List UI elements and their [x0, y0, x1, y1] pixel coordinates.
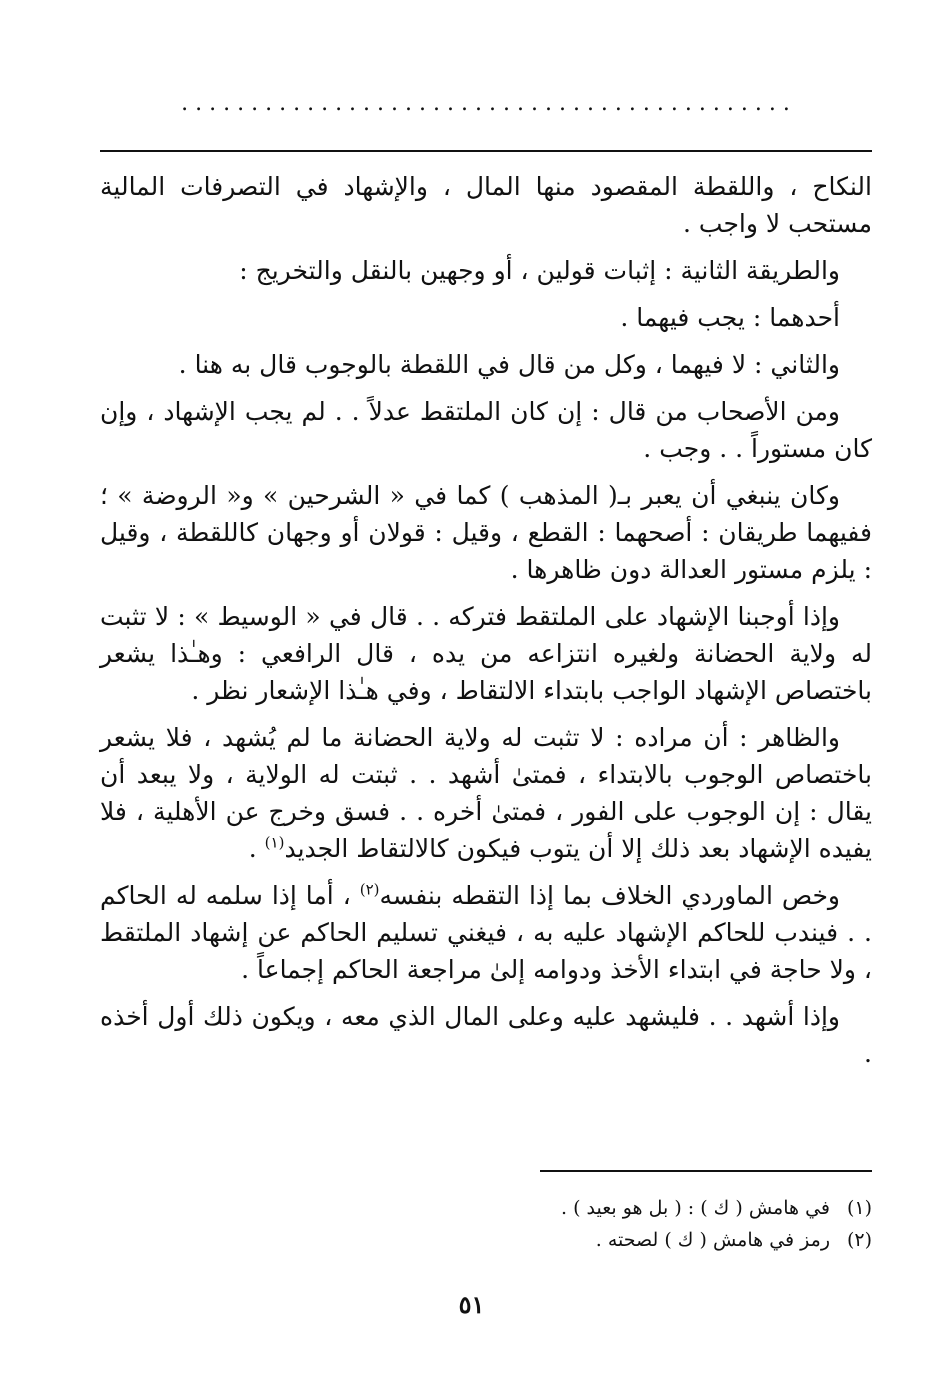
paragraph-8-text: والظاهر : أن مراده : لا تثبت له ولاية الحضانة ما لم يُشهد ، فلا يشعر باختصاص الوجوب بالابتداء ، فمتىٰ أشهد . . ثبتت له الولاية ، ولا يبعد أن يقال : إن الوجوب على الفور ، فمتىٰ أخره . . فسق وخرج عن الأهلية ، فلا يفيده الإشهاد بعد ذلك إلا أن يتوب فيكون كالالتقاط الجديد	[100, 723, 872, 863]
paragraph-2: والطريقة الثانية : إثبات قولين ، أو وجهين بالنقل والتخريج :	[239, 256, 840, 285]
footnote-1-number: (١)	[846, 1197, 872, 1219]
paragraph-3: أحدهما : يجب فيهما .	[620, 303, 840, 332]
header-dotted-line: ............................................	[181, 92, 797, 116]
footnote-ref-1[interactable]: (١)	[264, 833, 285, 852]
paragraph-6: وكان ينبغي أن يعبر بـ( المذهب ) كما في « الشرحين » و« الروضة » ؛ ففيهما طريقان : أصحهما : القطع ، وقيل : قولان أو وجهان كاللقطة ، وقيل : يلزم مستور العدالة دون ظاهرها .	[100, 481, 872, 584]
paragraph-10: وإذا أشهد . . فليشهد عليه وعلى المال الذي معه ، ويكون ذلك أول أخذه .	[100, 1002, 872, 1068]
footnote-2-number: (٢)	[846, 1229, 872, 1251]
footnote-rule	[540, 1170, 872, 1172]
footnote-1-text: في هامش ( ك ) : ( بل هو بعيد ) .	[561, 1197, 830, 1219]
paragraph-8	[100, 719, 872, 867]
footnote-1	[100, 1192, 872, 1224]
paragraph-9-text-b: ، أما إذا سلمه له الحاكم . . فيندب للحاكم الإشهاد عليه به ، فيغني تسليم الحاكم عن إشهاد الملتقط ، ولا حاجة في ابتداء الأخذ ودوامه إلىٰ مراجعة الحاكم إجماعاً .	[100, 881, 872, 984]
paragraph-9	[100, 877, 872, 988]
main-text	[100, 168, 872, 1082]
paragraph-7: وإذا أوجبنا الإشهاد على الملتقط فتركه . . قال في « الوسيط » : لا تثبت له ولاية الحضانة ولغيره انتزاعه من يده ، قال الرافعي : وهـٰذا يشعر باختصاص الإشهاد الواجب بابتداء الالتقاط ، وفي هـٰذا الإشعار نظر .	[100, 602, 872, 705]
paragraph-1: النكاح ، واللقطة المقصود منها المال ، والإشهاد في التصرفات المالية مستحب لا واجب .	[100, 172, 872, 238]
paragraph-9-text-a: وخص الماوردي الخلاف بما إذا التقطه بنفسه	[379, 881, 840, 910]
footnote-ref-2[interactable]: (٢)	[359, 880, 380, 899]
page-number: ٥١	[458, 1290, 485, 1319]
paragraph-5: ومن الأصحاب من قال : إن كان الملتقط عدلاً . . لم يجب الإشهاد ، وإن كان مستوراً . . وجب .	[100, 397, 872, 463]
paragraph-8-end: .	[248, 834, 265, 863]
footnote-2-text: رمز في هامش ( ك ) لصحته .	[595, 1229, 830, 1251]
footnotes	[100, 1192, 872, 1256]
paragraph-4: والثاني : لا فيهما ، وكل من قال في اللقطة بالوجوب قال به هنا .	[178, 350, 840, 379]
footnote-2	[100, 1224, 872, 1256]
header-rule	[100, 150, 872, 152]
